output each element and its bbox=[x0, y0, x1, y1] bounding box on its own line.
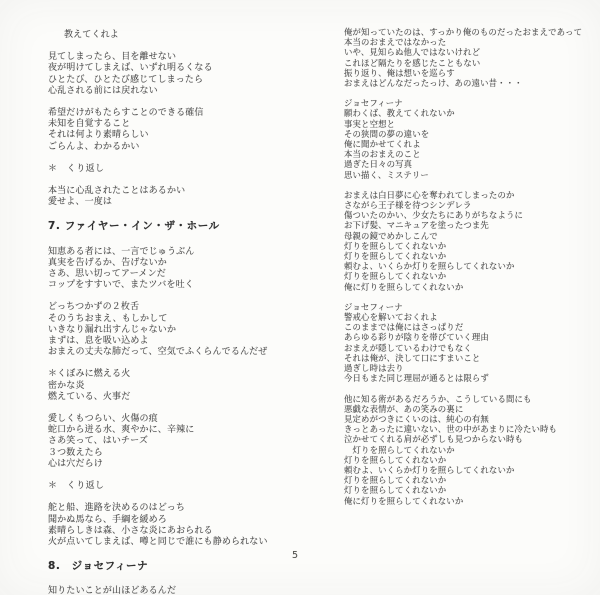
lyric-line: ジョセフィーナ bbox=[344, 98, 403, 109]
lyric-line: 過ぎし時は去り bbox=[344, 363, 404, 374]
lyric-line: ＊ くり返し bbox=[48, 163, 105, 174]
lyric-block bbox=[48, 108, 334, 153]
lyric-block bbox=[48, 30, 334, 41]
lyric-line: その狭間の夢の違いを bbox=[344, 128, 430, 139]
lyric-line: 知りたいことが山ほどあるんだ bbox=[48, 586, 177, 595]
lyric-line: 振り返り、俺は想いを巡らす bbox=[344, 67, 455, 78]
lyric-block bbox=[344, 98, 596, 180]
lyric-line: 灯りを照らしてくれないか bbox=[344, 454, 447, 465]
lyric-line: 俺に灯りを照らしてくれないか bbox=[344, 281, 464, 292]
lyric-block bbox=[48, 302, 334, 358]
song-title: 8. ジョセフィーナ bbox=[48, 560, 149, 573]
lyric-line: 俺が知っていたのは、すっかり俺のものだったおまえであって bbox=[344, 27, 583, 37]
lyric-block bbox=[48, 586, 334, 595]
lyric-line: 願わくば、教えてくれないか bbox=[344, 108, 455, 119]
lyric-line: さあ笑って、はいチーズ bbox=[48, 436, 149, 447]
lyric-line: 灯りを照らしてくれないか bbox=[344, 485, 447, 496]
lyric-line: 希望だけがもたらすことのできる確信 bbox=[48, 108, 204, 119]
lyric-line: 悪戯な表情が、あの笑みの裏に bbox=[344, 403, 464, 414]
lyric-line: ごらんよ、わかるかい bbox=[48, 141, 140, 152]
lyric-line: 知恵ある者には、一言でじゅうぶん bbox=[48, 246, 195, 257]
lyric-line: お下げ髪、マニキュアを塗ったつま先 bbox=[344, 220, 489, 231]
lyric-block bbox=[48, 369, 334, 403]
lyric-line: あらゆる彩りが陰りを帯びていく理由 bbox=[344, 332, 489, 343]
lyric-line: ひとたび、ひとたび感じてしまったら bbox=[48, 74, 204, 85]
lyric-line: 火が点いてしまえば、噂と同じで誰にも静められない bbox=[48, 536, 268, 547]
lyric-block bbox=[344, 27, 596, 88]
lyric-line: 燃えている、火事だ bbox=[48, 391, 131, 402]
lyric-line: 灯りを照らしてくれないか bbox=[344, 240, 447, 251]
page-number: 5 bbox=[291, 550, 299, 561]
lyric-line: 蛇口から迸る水、爽やかに、辛辣に bbox=[48, 425, 195, 436]
lyric-line: これほど隔たりを感じたこともない bbox=[344, 57, 481, 68]
lyric-line: ＊くぼみに燃える火 bbox=[48, 369, 131, 380]
song-heading bbox=[48, 561, 334, 572]
lyric-line: それは何より素晴らしい bbox=[48, 130, 149, 141]
lyric-line: 愛せよ、一度は bbox=[48, 197, 113, 208]
lyric-line: 傷ついたのかい、少女たちにありがちなように bbox=[344, 210, 524, 221]
lyric-line: まずは、息を吸い込めよ bbox=[48, 336, 149, 347]
lyric-line: 思い描く、ミステリー bbox=[344, 169, 429, 180]
lyric-block bbox=[344, 394, 596, 506]
lyric-line: それは俺が、決して口にすまいこと bbox=[344, 352, 481, 363]
lyric-line: コップをすすいで、またツバを吐く bbox=[48, 280, 194, 291]
lyric-block bbox=[344, 302, 596, 384]
lyric-line: 警戒心を解いておくれよ bbox=[344, 312, 438, 323]
lyric-line: 教えてくれよ bbox=[64, 30, 119, 40]
lyric-line: 本当のおまえではなかった bbox=[344, 37, 447, 48]
song-title: 7. ファイヤー・イン・ザ・ホール bbox=[48, 220, 220, 233]
lyric-line: きっとあったに違いない、世の中があまりに冷たい時も bbox=[344, 424, 558, 435]
lyric-line: 事実と空想と bbox=[344, 118, 396, 129]
lyric-line: おまえはどんなだったっけ、あの遠い昔・・・ bbox=[344, 78, 523, 89]
left-column bbox=[48, 30, 334, 595]
lyric-line: 本当のおまえのこと bbox=[344, 149, 421, 160]
lyric-line: 密かな炎 bbox=[48, 380, 85, 391]
lyric-line: 舵と船、進路を決めるのはどっち bbox=[48, 503, 186, 514]
lyric-line: 見定めがつきにくいのは、純心の有無 bbox=[344, 413, 489, 424]
lyric-line: おまえの丈夫な肺だって、空気でふくらんでるんだぜ bbox=[48, 347, 268, 358]
lyric-line: 母親の鏡でめかしこんで bbox=[344, 230, 438, 241]
lyric-block bbox=[344, 190, 596, 292]
lyric-line: どっちつかずの２枚舌 bbox=[48, 302, 140, 313]
lyric-line: いや、見知らぬ他人ではないけれど bbox=[344, 47, 481, 58]
right-column bbox=[344, 27, 596, 516]
lyric-line: さあ、思い切ってアーメンだ bbox=[48, 269, 166, 280]
lyric-line: 俺に聞かせてくれよ bbox=[344, 139, 421, 150]
lyric-line: 夜が明けてしまえば、いずれ明るくなる bbox=[48, 63, 213, 74]
lyric-line: 今日もまた同じ理屈が通るとは限らず bbox=[344, 373, 489, 384]
lyric-line: 未知を自覚すること bbox=[48, 119, 131, 130]
lyric-block bbox=[48, 247, 334, 292]
lyric-line: 真実を告げるか、告げないか bbox=[48, 257, 167, 268]
lyric-line: 灯りを照らしてくれないか bbox=[344, 251, 447, 262]
lyric-line: 灯りを照らしてくれないか bbox=[344, 271, 447, 282]
lyric-line: 灯りを照らしてくれないか bbox=[344, 444, 455, 455]
lyric-line: さながら王子様を待つシンデレラ bbox=[344, 200, 472, 211]
lyric-block bbox=[48, 414, 334, 470]
lyric-line: 他に知る術があるだろうか、こうしている間にも bbox=[344, 393, 532, 404]
lyric-line: このままでは俺にはさっぱりだ bbox=[344, 322, 464, 333]
lyric-block bbox=[48, 186, 334, 208]
chorus-marker bbox=[48, 481, 334, 492]
lyric-line: 心乱される前には戻れない bbox=[48, 85, 158, 96]
lyric-line: 愛しくもつらい、火傷の痕 bbox=[48, 414, 158, 425]
lyric-line: 頼むよ、いくらか灯りを照らしてくれないか bbox=[344, 261, 515, 272]
lyric-line: 泣かせてくれる肩が必ずしも見つからない時も bbox=[344, 434, 524, 445]
lyric-line: 灯りを照らしてくれないか bbox=[344, 475, 447, 486]
lyric-block bbox=[48, 52, 334, 97]
lyric-line: おまえが隠しているわけでもなく bbox=[344, 342, 472, 353]
lyric-line: ３つ数えたら bbox=[48, 447, 103, 458]
lyric-line: 本当に心乱されたことはあるかい bbox=[48, 186, 186, 197]
lyric-line: 聞かぬ馬なら、手綱を緩めろ bbox=[48, 514, 167, 525]
chorus-marker bbox=[48, 164, 334, 175]
lyric-line: 心は穴だらけ bbox=[48, 458, 103, 469]
lyric-line: 素晴らしきは森、小さな炎にあおられる bbox=[48, 525, 213, 536]
lyric-line: そのうちおまえ、もしかして bbox=[48, 313, 168, 324]
lyric-line: 頼むよ、いくらか灯りを照らしてくれないか bbox=[344, 464, 515, 475]
lyric-block bbox=[48, 503, 334, 548]
lyric-line: ジョセフィーナ bbox=[344, 301, 403, 312]
lyric-line: おまえは白日夢に心を奪われてしまったのか bbox=[344, 189, 515, 200]
lyric-line: ＊ くり返し bbox=[48, 481, 105, 492]
lyric-line: 俺に灯りを照らしてくれないか bbox=[344, 495, 464, 506]
lyric-line: 過ぎた日々の写真 bbox=[344, 159, 413, 170]
lyric-line: 見てしまったら、目を離せない bbox=[48, 52, 177, 63]
song-heading bbox=[48, 221, 334, 232]
lyric-line: いきなり漏れ出すんじゃないか bbox=[48, 324, 177, 335]
